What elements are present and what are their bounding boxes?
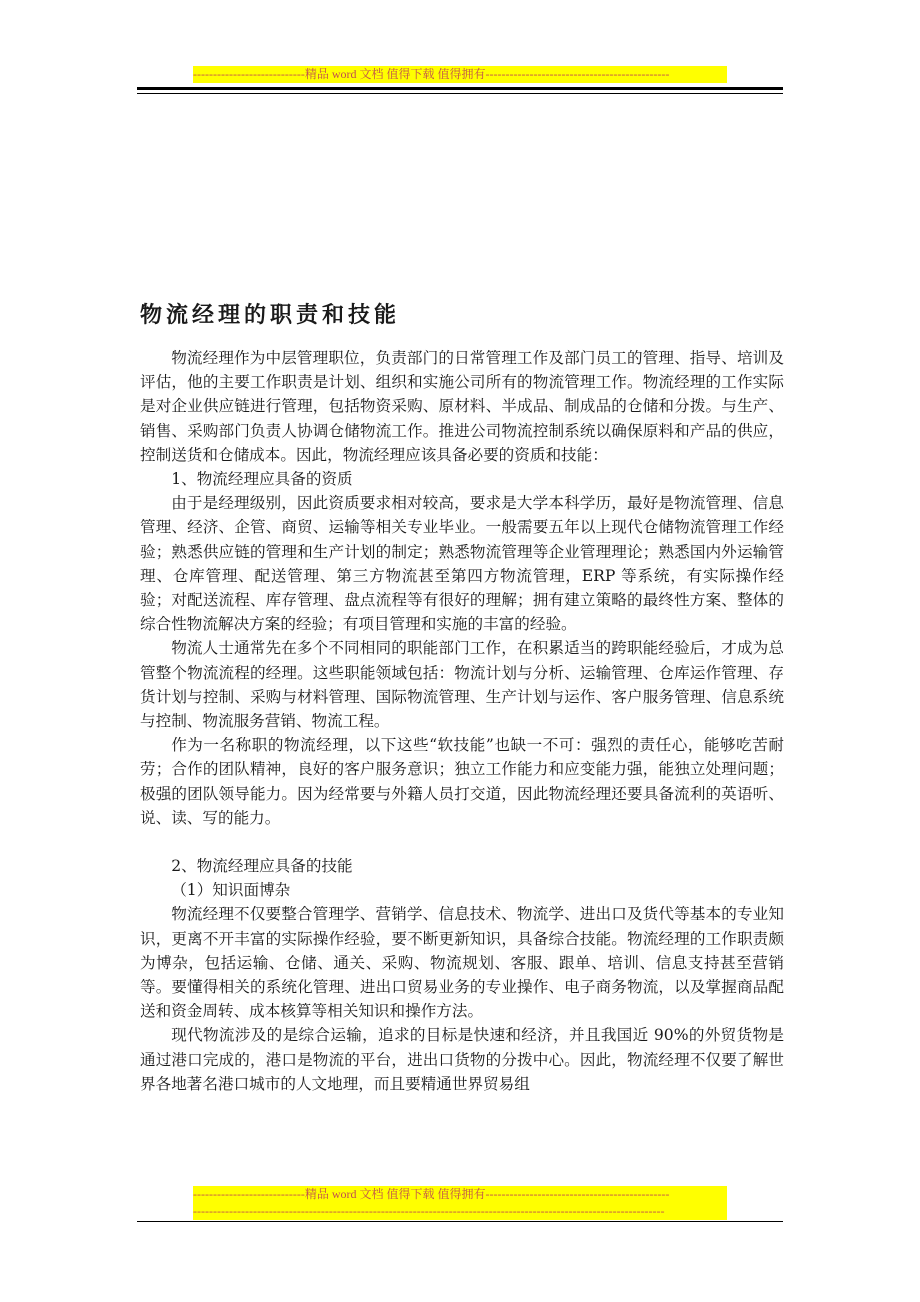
section2-heading: 2、物流经理应具备的技能 bbox=[171, 857, 353, 876]
section2-paragraph-1: 物流经理不仅要整合管理学、营销学、信息技术、物流学、进出口及货代等基本的专业知识，更离不开丰富的实际操作经验，要不断更新知识，具备综合技能。物流经理的工作职责颇为博杂，包括运输、仓储、通关、采购、物流规划、客服、跟单、培训、信息支持甚至营销等。要懂得相关的系统化管理、进出口贸易业务的专业操作、电子商务物流，以及掌握商品配送和资金周转、成本核算等相关知识和操作方法。 bbox=[140, 905, 784, 1021]
section2-paragraph-2: 现代物流涉及的是综合运输，追求的目标是快速和经济，并且我国近 90%的外贸货物是通过港口完成的，港口是物流的平台，进出口货物的分拨中心。因此，物流经理不仅要了解世界各地著名港口城市的人文地理，而且要精通世界贸易组 bbox=[140, 1026, 784, 1093]
document-title: 物流经理的职责和技能 bbox=[140, 302, 401, 328]
section1-heading: 1、物流经理应具备的资质 bbox=[171, 470, 353, 489]
document-body bbox=[140, 300, 784, 1096]
section1-paragraph-1: 由于是经理级别，因此资质要求相对较高，要求是大学本科学历，最好是物流管理、信息管理、经济、企管、商贸、运输等相关专业毕业。一般需要五年以上现代仓储物流管理工作经验；熟悉供应链的管理和生产计划的制定；熟悉物流管理等企业管理理论；熟悉国内外运输管理、仓库管理、配送管理、第三方物流甚至第四方物流管理，ERP 等系统，有实际操作经验；对配送流程、库存管理、盘点流程等有很好的理解；拥有建立策略的最终性方案、整体的综合性物流解决方案的经验；有项目管理和实施的丰富的经验。 bbox=[140, 494, 784, 634]
section2-subheading: （1）知识面博杂 bbox=[171, 881, 291, 900]
footer-rule bbox=[137, 1221, 783, 1222]
header-rule-thin bbox=[137, 93, 783, 94]
section1-paragraph-2: 物流人士通常先在多个不同相同的职能部门工作，在积累适当的跨职能经验后，才成为总管整个物流流程的经理。这些职能领域包括：物流计划与分析、运输管理、仓库运作管理、存货计划与控制、采购与材料管理、国际物流管理、生产计划与运作、客户服务管理、信息系统与控制、物流服务营销、物流工程。 bbox=[140, 639, 784, 731]
blank-line bbox=[140, 830, 784, 854]
section1-paragraph-3: 作为一名称职的物流经理，以下这些“软技能”也缺一不可：强烈的责任心，能够吃苦耐劳；合作的团队精神，良好的客户服务意识；独立工作能力和应变能力强，能独立处理问题；极强的团队领导能力。因为经常要与外籍人员打交道，因此物流经理还要具备流利的英语听、说、读、写的能力。 bbox=[140, 736, 784, 827]
intro-paragraph: 物流经理作为中层管理职位，负责部门的日常管理工作及部门员工的管理、指导、培训及评估，他的主要工作职责是计划、组织和实施公司所有的物流管理工作。物流经理的工作实际是对企业供应链进行管理，包括物资采购、原材料、半成品、制成品的仓储和分拨。与生产、销售、采购部门负责人协调仓储物流工作。推进公司物流控制系统以确保原料和产品的供应，控制送货和仓储成本。因此，物流经理应该具备必要的资质和技能： bbox=[140, 349, 784, 464]
footer-banner-dashes: ---------------------------------------------------------------------------------------------------------------------- bbox=[193, 1203, 727, 1220]
footer-banner: ----------------------------精品 word 文档 值得下载 值得拥有---------------------------------------------- bbox=[193, 1186, 727, 1203]
header-rule-thick bbox=[137, 87, 783, 90]
header-banner: ----------------------------精品 word 文档 值得下载 值得拥有---------------------------------------------- bbox=[193, 66, 727, 83]
